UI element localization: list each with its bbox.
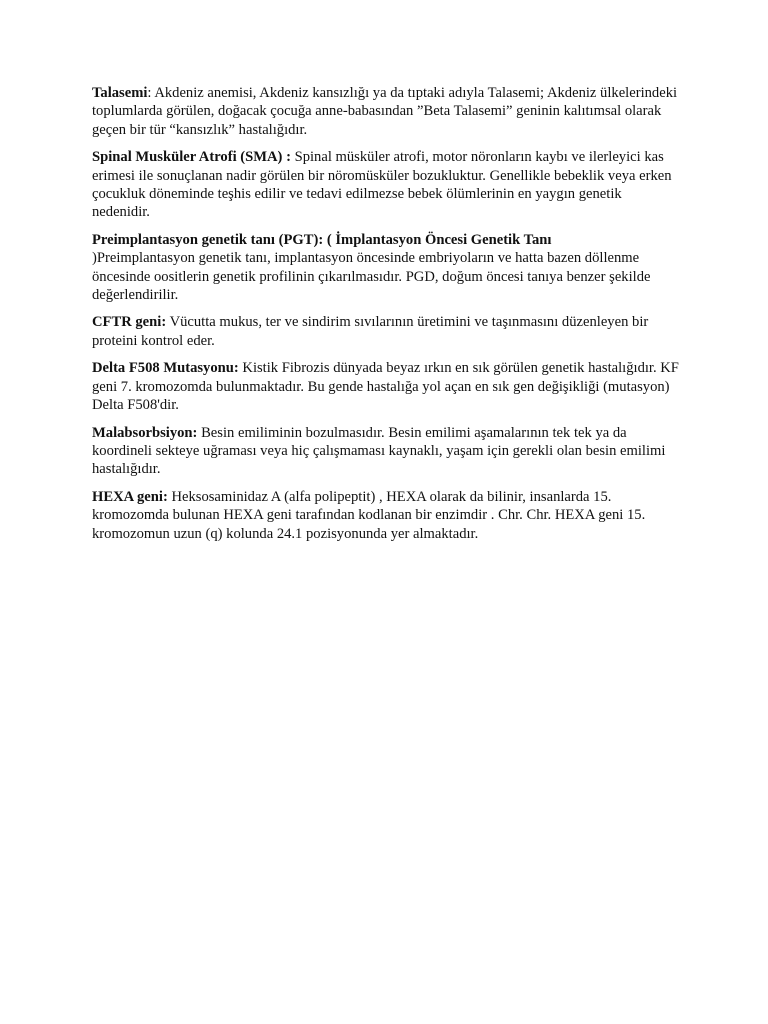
- entry-definition: Vücutta mukus, ter ve sindirim sıvılarının üretimini ve taşınmasını düzenleyen bir proteini kontrol eder.: [92, 314, 649, 349]
- entry-pgt-continued: [92, 249, 682, 304]
- entry-cftr: [92, 313, 682, 350]
- entry-term: Delta F508 Mutasyonu:: [92, 360, 239, 377]
- entry-term: Spinal Musküler Atrofi (SMA) :: [92, 149, 291, 166]
- entry-term: Talasemi: [92, 85, 148, 101]
- document-body: [92, 84, 682, 552]
- entry-sma: [92, 148, 682, 222]
- entry-term: Preimplantasyon genetik tanı (PGT): ( İmplantasyon Öncesi Genetik Tanı: [92, 231, 552, 248]
- entry-pgt: [92, 231, 572, 249]
- entry-malabsorbsiyon: [92, 424, 682, 479]
- entry-talasemi: [92, 84, 682, 139]
- entry-definition: )Preimplantasyon genetik tanı, implantasyon öncesinde embriyoların ve hatta bazen döllenme öncesinde oositlerin genetik profilinin çıkarılmasıdır. PGD, doğum öncesi tanıya benzer şekilde değerlendirilir.: [92, 250, 651, 304]
- entry-definition: Heksosaminidaz A (alfa polipeptit) , HEXA olarak da bilinir, insanlarda 15. kromozomda bulunan HEXA geni tarafından kodlanan bir enzimdir . Chr. Chr. HEXA geni 15. kromozomun uzun (q) kolunda 24.1 pozisyonunda yer almaktadır.: [92, 488, 646, 542]
- entry-term: CFTR geni:: [92, 314, 167, 331]
- entry-definition: Spinal müsküler atrofi, motor nöronların kaybı ve ilerleyici kas erimesi ile sonuçlanan nadir görülen bir nöromüsküler bozukluktur. Genellikle bebeklik veya erken çocukluk döneminde teşhis edilir ve tedavi edilmezse bebek ölümlerinin en yaygın genetik nedenidir.: [92, 149, 672, 221]
- entry-term: HEXA geni:: [92, 488, 168, 505]
- entry-delta-f508: [92, 359, 682, 414]
- entry-term: Malabsorbsiyon:: [92, 424, 198, 441]
- entry-definition: Besin emiliminin bozulmasıdır. Besin emilimi aşamalarının tek tek ya da koordineli sekteye uğraması veya hiç çalışmaması kaynaklı, yaşam için gerekli olan besin emilimi hastalığıdır.: [92, 424, 666, 478]
- entry-definition: Kistik Fibrozis dünyada beyaz ırkın en sık görülen genetik hastalığıdır. KF geni 7. kromozomda bulunmaktadır. Bu gende hastalığa yol açan en sık gen değişikliği (mutasyon) Delta F508'dir.: [92, 360, 679, 414]
- entry-hexa: [92, 488, 682, 543]
- entry-definition: : Akdeniz anemisi, Akdeniz kansızlığı ya da tıptaki adıyla Talasemi; Akdeniz ülkelerindeki toplumlarda görülen, doğacak çocuğa anne-babasından ”Beta Talasemi” geninin kalıtımsal olarak geçen bir tür “kansızlık” hastalığıdır.: [92, 85, 678, 138]
